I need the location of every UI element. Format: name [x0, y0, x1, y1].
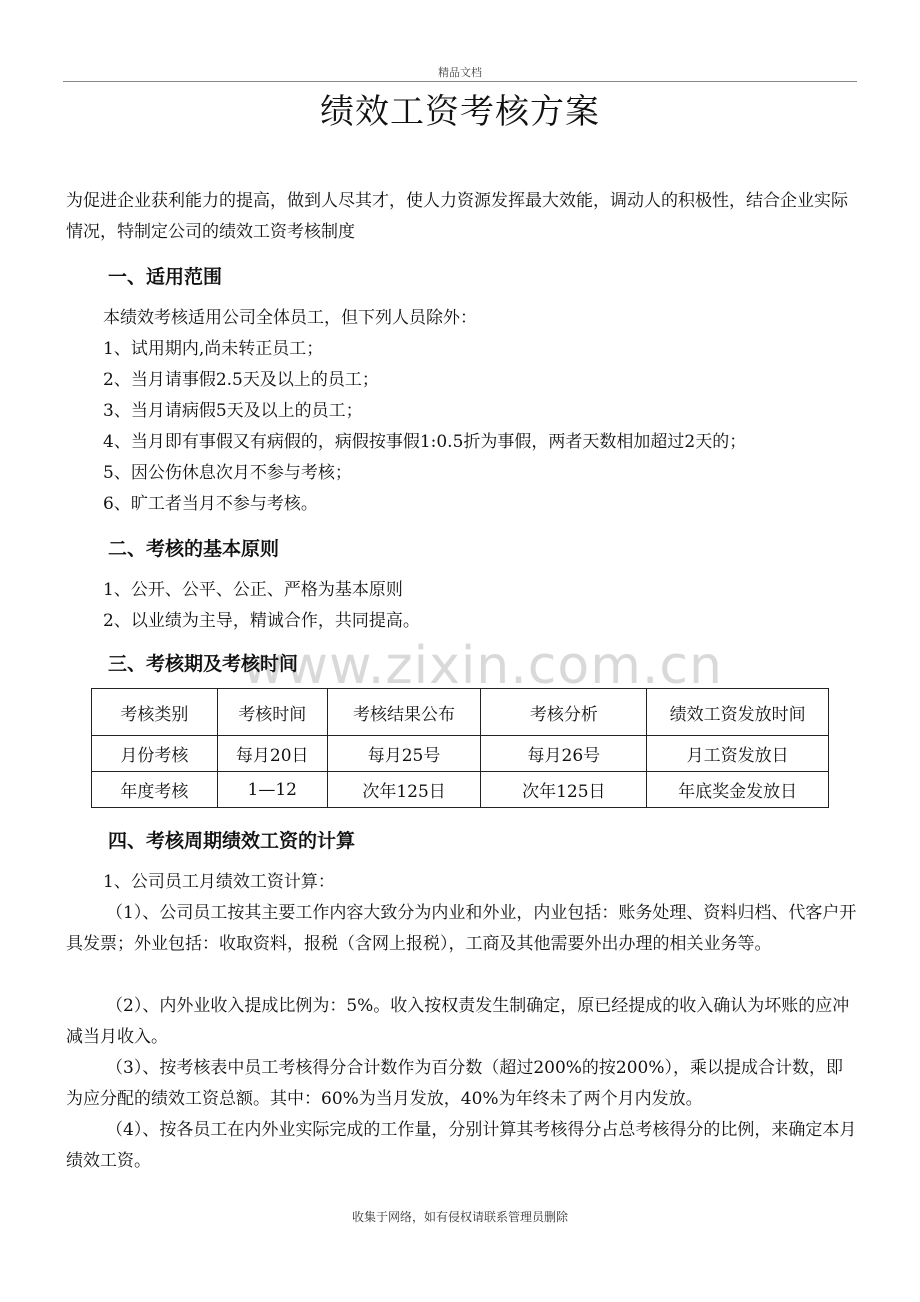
table-header-row: [92, 689, 829, 736]
section1-heading: 一、适用范围: [108, 266, 223, 288]
table-cell: 1—12: [217, 772, 327, 808]
section4-subheading: 1、公司员工月绩效工资计算：: [103, 872, 335, 892]
table-header-cell: 考核结果公布: [327, 689, 481, 736]
table-cell: 月工资发放日: [647, 736, 829, 772]
table-cell: 每月20日: [217, 736, 327, 772]
header-divider: [63, 81, 857, 82]
section1-item: 2、当月请事假2.5天及以上的员工；: [103, 370, 379, 390]
table-cell: 年度考核: [92, 772, 218, 808]
table-cell: 次年125日: [481, 772, 647, 808]
page-footer: 收集于网络，如有侵权请联系管理员删除: [351, 1210, 568, 1224]
table-cell: 次年125日: [327, 772, 481, 808]
section1-lead: 本绩效考核适用公司全体员工，但下列人员除外：: [103, 308, 477, 328]
table-cell: 每月25号: [327, 736, 481, 772]
section2-item: 2、以业绩为主导，精诚合作，共同提高。: [103, 611, 420, 631]
section4-heading: 四、考核周期绩效工资的计算: [108, 830, 356, 852]
section1-item: 3、当月请病假5天及以上的员工；: [103, 401, 363, 421]
section1-item: 1、试用期内,尚未转正员工；: [103, 339, 324, 359]
section3-heading: 三、考核期及考核时间: [108, 653, 299, 675]
table-cell: 每月26号: [481, 736, 647, 772]
section4-paragraph: （3）、按考核表中员工考核得分合计数作为百分数（超过200%的按200%），乘以提成合计数，即为应分配的绩效工资总额。其中：60%为当月发放，40%为年终未了两个月内发放。: [66, 1058, 844, 1109]
table-cell: 月份考核: [92, 736, 218, 772]
table-header-cell: 考核分析: [481, 689, 647, 736]
document-title: 绩效工资考核方案: [320, 92, 600, 132]
section4-paragraph: （4）、按各员工在内外业实际完成的工作量，分别计算其考核得分占总考核得分的比例，来确定本月绩效工资。: [66, 1120, 857, 1171]
table-row: [92, 736, 829, 772]
section4-paragraph: （1）、公司员工按其主要工作内容大致分为内业和外业，内业包括：账务处理、资料归档、代客户开具发票；外业包括：收取资料，报税（含网上报税），工商及其他需要外出办理的相关业务等。: [66, 903, 857, 954]
section1-item: 5、因公伤休息次月不参与考核；: [103, 463, 352, 483]
table-header-cell: 考核类别: [92, 689, 218, 736]
intro-paragraph: 为促进企业获利能力的提高，做到人尽其才，使人力资源发挥最大效能，调动人的积极性，结合企业实际情况，特制定公司的绩效工资考核制度: [66, 191, 848, 242]
section2-heading: 二、考核的基本原则: [108, 538, 280, 560]
section1-item: 6、旷工者当月不参与考核。: [103, 494, 318, 514]
section2-item: 1、公开、公平、公正、严格为基本原则: [103, 580, 403, 600]
schedule-table: [91, 688, 829, 808]
section1-item: 4、当月即有事假又有病假的，病假按事假1:0.5折为事假，两者天数相加超过2天的；: [103, 432, 747, 452]
table-header-cell: 绩效工资发放时间: [647, 689, 829, 736]
table-header-cell: 考核时间: [217, 689, 327, 736]
section4-paragraph: （2）、内外业收入提成比例为：5%。收入按权责发生制确定，原已经提成的收入确认为坏账的应冲减当月收入。: [66, 996, 850, 1047]
watermark-text: www.zixin.com.cn: [242, 636, 723, 696]
page-header: 精品文档: [438, 66, 482, 79]
table-cell: 年底奖金发放日: [647, 772, 829, 808]
table-row: [92, 772, 829, 808]
